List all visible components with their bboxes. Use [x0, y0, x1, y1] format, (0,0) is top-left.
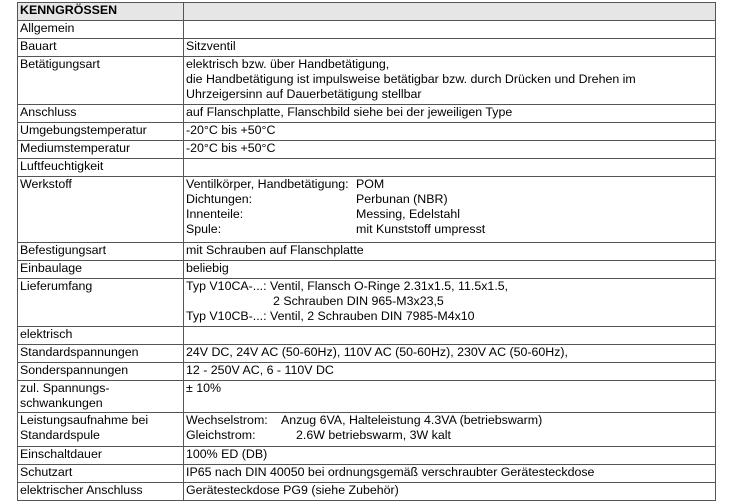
table-row	[18, 279, 716, 327]
row-value	[184, 413, 716, 447]
value-line: elektrisch bzw. über Handbetätigung,	[186, 57, 390, 71]
row-value	[184, 279, 716, 327]
value-line: Typ V10CA-...: Ventil, Flansch O-Ringe 2.31x1.5, 11.5x1.5,	[186, 279, 509, 293]
row-value: ± 10%	[184, 381, 716, 413]
table-row	[18, 413, 716, 447]
power-ac: Wechselstrom: Anzug 6VA, Halteleistung 4.3VA (betriebswarm)	[186, 413, 543, 427]
table-row	[18, 141, 716, 159]
row-label: Sonderspannungen	[18, 363, 184, 381]
row-value: beliebig	[184, 261, 716, 279]
row-value: mit Schrauben auf Flanschplatte	[184, 243, 716, 261]
value-line: Uhrzeigersinn auf Dauerbetätigung stellbar	[186, 87, 422, 101]
row-label: Mediumstemperatur	[18, 141, 184, 159]
row-label: Umgebungstemperatur	[18, 123, 184, 141]
row-label: Luftfeuchtigkeit	[18, 159, 184, 177]
table-row	[18, 123, 716, 141]
table-row	[18, 345, 716, 363]
table-title: KENNGRÖSSEN	[18, 3, 184, 21]
row-value: 24V DC, 24V AC (50-60Hz), 110V AC (50-60Hz), 230V AC (50-60Hz),	[184, 345, 716, 363]
row-value	[184, 159, 716, 177]
material-item: Dichtungen: Perbunan (NBR)	[186, 192, 448, 206]
row-label: Einbaulage	[18, 261, 184, 279]
row-value: Sitzventil	[184, 39, 716, 57]
table-row	[18, 39, 716, 57]
table-row	[18, 177, 716, 243]
row-label: Befestigungsart	[18, 243, 184, 261]
table-row	[18, 261, 716, 279]
section-row-allgemein	[18, 21, 716, 39]
material-item: Spule: mit Kunststoff umpresst	[186, 222, 486, 236]
value-line: die Handbetätigung ist impulsweise betätigbar bzw. durch Drücken und Drehen im	[186, 72, 636, 86]
value-line: 2 Schrauben DIN 965-M3x23,5	[273, 294, 444, 308]
row-value: auf Flanschplatte, Flanschbild siehe bei der jeweiligen Type	[184, 105, 716, 123]
value-line: Typ V10CB-...: Ventil, 2 Schrauben DIN 7985-M4x10	[186, 309, 475, 323]
row-value	[184, 177, 716, 243]
row-label: Einschaltdauer	[18, 447, 184, 465]
row-value: Gerätesteckdose PG9 (siehe Zubehör)	[184, 483, 716, 501]
row-label: Bauart	[18, 39, 184, 57]
row-value: -20°C bis +50°C	[184, 141, 716, 159]
material-item: Ventilkörper, Handbetätigung: POM	[186, 177, 385, 191]
table-row	[18, 57, 716, 105]
power-dc: Gleichstrom: 2.6W betriebswarm, 3W kalt	[186, 428, 451, 442]
table-row	[18, 381, 716, 413]
row-label: Schutzart	[18, 465, 184, 483]
table-row	[18, 465, 716, 483]
row-value: -20°C bis +50°C	[184, 123, 716, 141]
row-label: Standardspannungen	[18, 345, 184, 363]
section-label-allgemein: Allgemein	[18, 21, 184, 39]
row-label: Leistungsaufnahme bei Standardspule	[18, 413, 184, 447]
row-value: 100% ED (DB)	[184, 447, 716, 465]
row-value: 12 - 250V AC, 6 - 110V DC	[184, 363, 716, 381]
row-label: Anschluss	[18, 105, 184, 123]
row-label: Betätigungsart	[18, 57, 184, 105]
row-label: Lieferumfang	[18, 279, 184, 327]
table-row	[18, 243, 716, 261]
table-row	[18, 159, 716, 177]
row-label: elektrischer Anschluss	[18, 483, 184, 501]
row-label: Werkstoff	[18, 177, 184, 243]
material-item: Innenteile: Messing, Edelstahl	[186, 207, 460, 221]
section-row-elektrisch	[18, 327, 716, 345]
row-value: IP65 nach DIN 40050 bei ordnungsgemäß verschraubter Gerätesteckdose	[184, 465, 716, 483]
table-title-blank	[184, 3, 716, 21]
table-row	[18, 447, 716, 465]
table-row	[18, 363, 716, 381]
section-label-elektrisch: elektrisch	[18, 327, 184, 345]
table-header-row	[18, 3, 716, 21]
table-row	[18, 105, 716, 123]
table-row	[18, 483, 716, 501]
specifications-table	[17, 2, 716, 501]
row-label: zul. Spannungs- schwankungen	[18, 381, 184, 413]
row-value	[184, 57, 716, 105]
